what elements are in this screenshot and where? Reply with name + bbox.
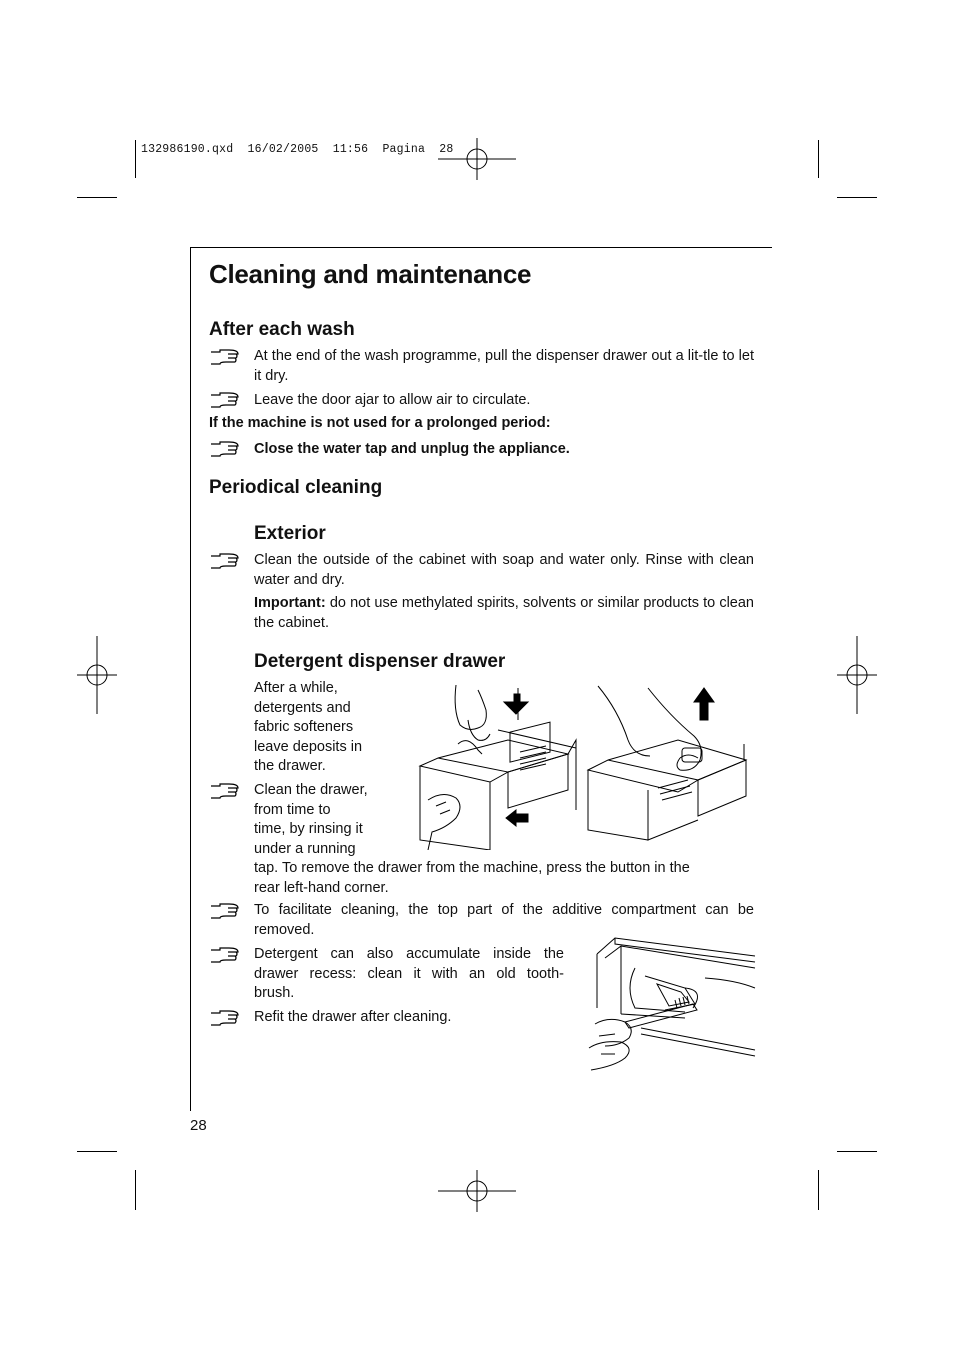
frame-top-rule xyxy=(190,247,772,248)
drawer-item-line: under a running xyxy=(254,840,356,857)
drawer-item-line: Clean the drawer, xyxy=(254,782,368,798)
pointing-hand-icon xyxy=(210,348,240,366)
file-slug: 132986190.qxd 16/02/2005 11:56 Pagina 28 xyxy=(141,143,454,156)
crop-mark xyxy=(837,197,877,198)
crop-mark xyxy=(135,140,136,178)
drawer-intro-line: detergents and xyxy=(254,699,351,716)
pointing-hand-icon xyxy=(210,782,240,800)
drawer-item-line: rear left-hand corner. xyxy=(254,879,389,896)
crop-mark xyxy=(818,1170,819,1210)
page-title: Cleaning and maintenance xyxy=(209,259,532,289)
after-wash-item-1-text: At the end of the wash programme, pull the dispenser drawer out a lit-tle to let it dry. xyxy=(254,348,754,384)
section-heading-after-wash: After each wash xyxy=(209,319,355,340)
section-heading-periodical: Periodical cleaning xyxy=(209,477,383,498)
drawer-intro-line: the drawer. xyxy=(254,758,326,774)
drawer-item-line: tap. To remove the drawer from the machine, press the button in the xyxy=(254,860,690,876)
pointing-hand-icon xyxy=(210,440,240,458)
crop-mark xyxy=(135,1170,136,1210)
facilitate-item: To facilitate cleaning, the top part of the additive compartment can be removed. xyxy=(254,902,754,938)
subheading-exterior: Exterior xyxy=(254,523,326,544)
registration-mark-icon xyxy=(77,636,117,714)
drawer-intro-line: fabric softeners xyxy=(254,719,354,735)
exterior-item: Clean the outside of the cabinet with soap and water only. Rinse with clean water and dry. xyxy=(254,552,754,588)
important-label: Important: xyxy=(254,595,326,611)
recess-item xyxy=(254,945,564,1004)
page-number: 28 xyxy=(190,1117,207,1134)
crop-mark xyxy=(77,1151,117,1152)
prolonged-period-label: If the machine is not used for a prolonged period: xyxy=(209,415,551,431)
recess-line: brush. xyxy=(254,985,295,1001)
recess-line: drawer recess: clean it with an old tooth- xyxy=(254,965,564,982)
pointing-hand-icon xyxy=(210,552,240,570)
pointing-hand-icon xyxy=(210,1009,240,1027)
pointing-hand-icon xyxy=(210,902,240,920)
registration-mark-icon xyxy=(837,636,877,714)
pointing-hand-icon xyxy=(210,946,240,964)
crop-mark xyxy=(818,140,819,178)
important-text: do not use methylated spirits, solvents or similar products to clean the cabinet. xyxy=(254,595,754,631)
drawer-item-line: time, by rinsing it xyxy=(254,821,363,837)
drawer-intro-line: leave deposits in xyxy=(254,738,363,755)
after-wash-item-1 xyxy=(254,347,754,386)
frame-vertical-rule xyxy=(190,247,191,1111)
drawer-intro-line: After a while, xyxy=(254,680,338,696)
toothbrush-recess-illustration xyxy=(585,928,757,1076)
registration-mark-icon xyxy=(438,1170,516,1212)
important-note xyxy=(254,594,754,633)
crop-mark xyxy=(837,1151,877,1152)
drawer-item-line: from time to xyxy=(254,801,331,818)
drawer-removal-illustration xyxy=(398,680,756,850)
subheading-drawer: Detergent dispenser drawer xyxy=(254,651,506,672)
after-wash-item-3: Close the water tap and unplug the appliance. xyxy=(254,441,570,457)
pointing-hand-icon xyxy=(210,391,240,409)
refit-item: Refit the drawer after cleaning. xyxy=(254,1009,452,1025)
recess-line: Detergent can also accumulate inside the xyxy=(254,946,564,962)
after-wash-item-2: Leave the door ajar to allow air to circulate. xyxy=(254,392,531,408)
drawer-intro xyxy=(254,679,394,777)
crop-mark xyxy=(77,197,117,198)
